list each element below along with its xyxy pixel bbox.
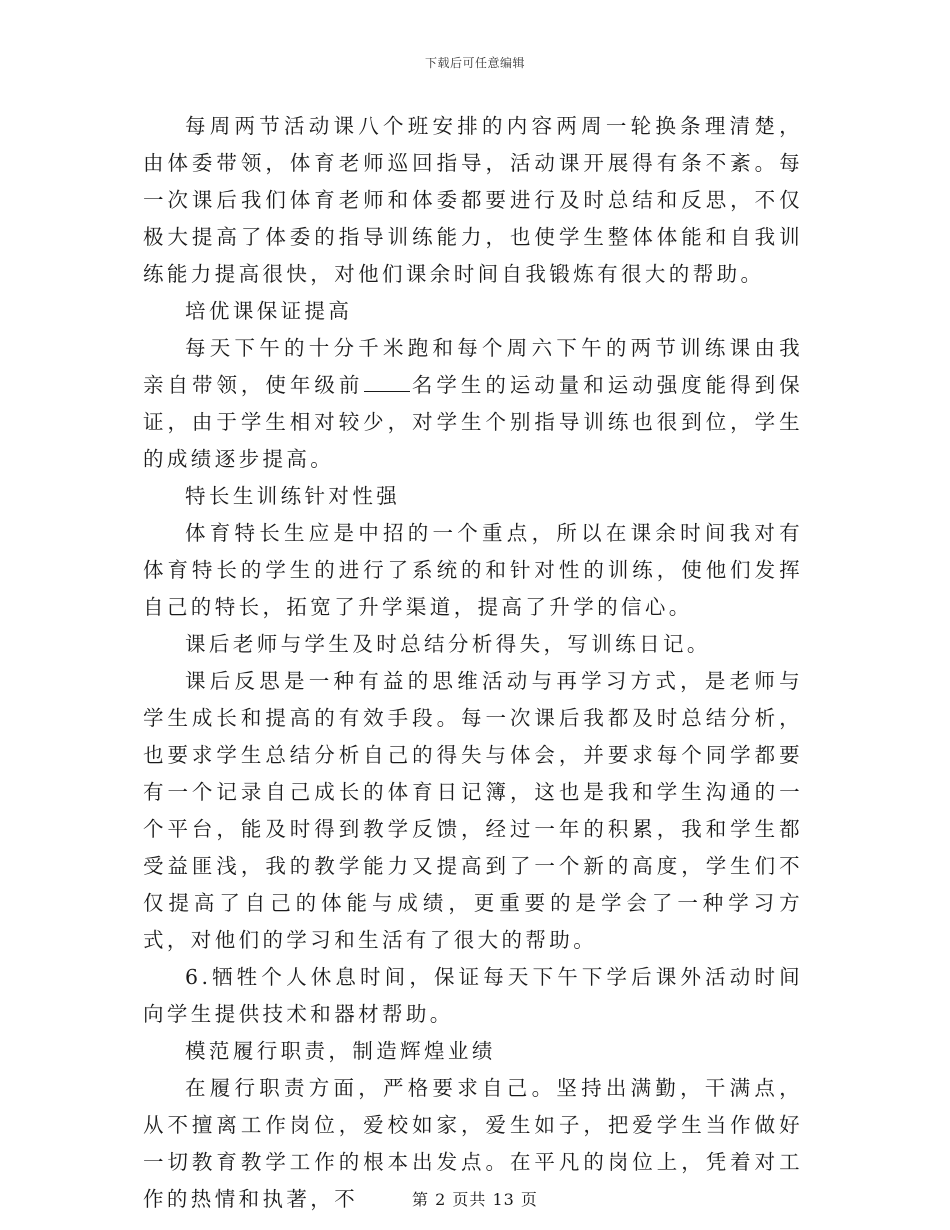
page-header: 下载后可任意编辑 — [424, 56, 525, 70]
fill-in-blank — [364, 373, 410, 392]
paragraph-sacrifice-rest: 6.牺牲个人休息时间，保证每天下午下学后课外活动时间向学生提供技术和器材帮助。 — [143, 965, 803, 1026]
paragraph-specialty-students: 体育特长生应是中招的一个重点，所以在课余时间我对有体育特长的学生的进行了系统的和针对性的训练，使他们发挥自己的特长，拓宽了升学渠道，提高了升学的信心。 — [143, 521, 803, 619]
heading-post-class-summary: 课后老师与学生及时总结分析得失，写训练日记。 — [185, 632, 711, 656]
document-body — [143, 108, 803, 1218]
paragraph-text-before-blank: 每天下午的十分千米跑和每个周六下午的两节训练课由我亲自带领，使年级前 — [143, 336, 803, 397]
page-number: 第 2 页共 13 页 — [412, 1190, 538, 1209]
heading-advanced-class: 培优课保证提高 — [185, 299, 353, 323]
paragraph-duties: 在履行职责方面，严格要求自己。坚持出满勤，干满点，从不擅离工作岗位，爱校如家，爱生如子，把爱学生当作做好一切教育教学工作的根本出发点。在平凡的岗位上，凭着对工作的热情和执著，不 — [143, 1076, 803, 1211]
paragraph-reflection: 课后反思是一种有益的思维活动与再学习方式，是老师与学生成长和提高的有效手段。每一次课后我都及时总结分析，也要求学生总结分析自己的得失与体会，并要求每个同学都要有一个记录自己成长的体育日记簿，这也是我和学生沟通的一个平台，能及时得到教学反馈，经过一年的积累，我和学生都受益匪浅，我的教学能力又提高到了一个新的高度，学生们不仅提高了自己的体能与成绩，更重要的是学会了一种学习方式，对他们的学习和生活有了很大的帮助。 — [143, 669, 803, 952]
paragraph-text-after-blank: 名学生的运动量和运动强度能得到保证，由于学生相对较少，对学生个别指导训练也很到位，学生的成绩逐步提高。 — [143, 373, 803, 471]
heading-specialty-training: 特长生训练针对性强 — [185, 484, 401, 508]
paragraph-daily-training — [143, 330, 803, 478]
paragraph-activity-class: 每周两节活动课八个班安排的内容两周一轮换条理清楚，由体委带领，体育老师巡回指导，活动课开展得有条不紊。每一次课后我们体育老师和体委都要进行及时总结和反思，不仅极大提高了体委的指导训练能力，也使学生整体体能和自我训练能力提高很快，对他们课余时间自我锻炼有很大的帮助。 — [143, 114, 803, 286]
heading-model-duties: 模范履行职责，制造辉煌业绩 — [185, 1039, 496, 1063]
